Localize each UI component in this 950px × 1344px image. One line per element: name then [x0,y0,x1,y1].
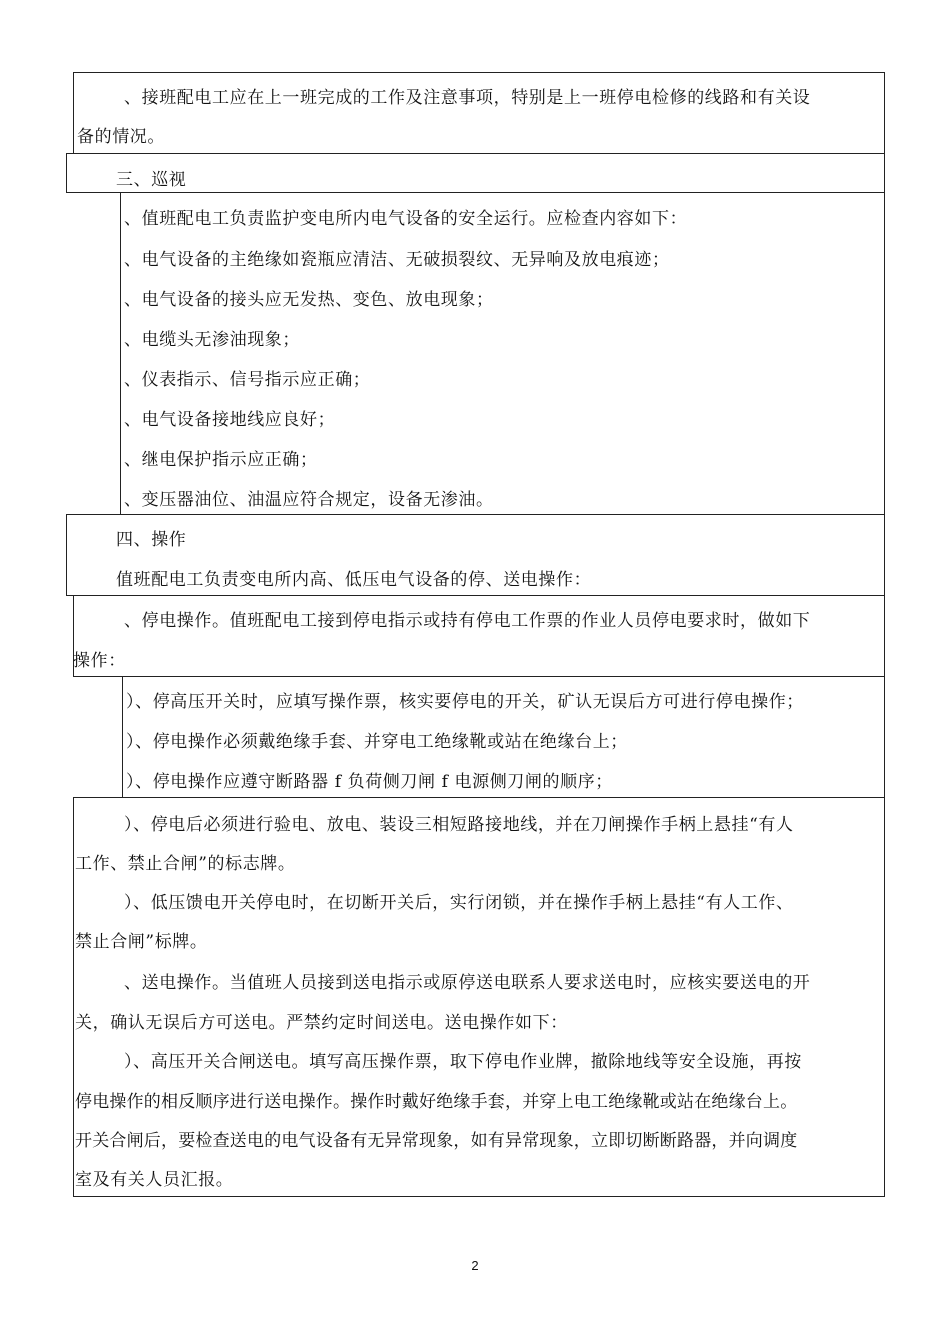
patrol-item: 、变压器油位、油温应符合规定，设备无渗油。 [124,490,494,510]
detail-line: 室及有关人员汇报。 [75,1170,234,1190]
power-off-text-line-1: 、停电操作。值班配电工接到停电指示或持有停电工作票的作业人员停电要求时，做如下 [124,611,811,631]
power-off-step: ）、停高压开关时，应填写操作票，核实要停电的开关，矿认无误后方可进行停电操作； [126,692,804,712]
handover-text-line-1: 、接班配电工应在上一班完成的工作及注意事项，特别是上一班停电检修的线路和有关设 [124,88,811,108]
operation-heading: 四、操作 [116,530,187,550]
handover-text-line-2: 备的情况。 [77,127,165,147]
patrol-item: 、电气设备接地线应良好； [124,410,336,430]
detail-line: 关，确认无误后方可送电。严禁约定时间送电。送电操作如下： [75,1013,568,1033]
power-off-step: ）、停电操作必须戴绝缘手套、并穿电工绝缘靴或站在绝缘台上； [126,732,628,752]
patrol-item: 、电气设备的主绝缘如瓷瓶应清洁、无破损裂纹、无异响及放电痕迹； [124,250,670,270]
patrol-item: 、电气设备的接头应无发热、变色、放电现象； [124,290,494,310]
handover-box [73,72,885,154]
patrol-item: 、值班配电工负责监护变电所内电气设备的安全运行。应检查内容如下： [124,209,688,229]
patrol-item: 、继电保护指示应正确； [124,450,318,470]
patrol-item: 、仪表指示、信号指示应正确； [124,370,371,390]
patrol-item: 、电缆头无渗油现象； [124,330,300,350]
detail-line: 禁止合闸”标牌。 [75,932,208,952]
detail-line: 停电操作的相反顺序进行送电操作。操作时戴好绝缘手套，并穿上电工绝缘靴或站在绝缘台上。 [75,1092,798,1112]
detail-line: 、送电操作。当值班人员接到送电指示或原停送电联系人要求送电时，应核实要送电的开 [124,973,811,993]
power-off-step: ）、停电操作应遵守断路器 f 负荷侧刀闸 f 电源侧刀闸的顺序； [126,772,613,792]
detail-line: 工作、禁止合闸”的标志牌。 [75,854,296,874]
detail-line: ）、停电后必须进行验电、放电、装设三相短路接地线，并在刀闸操作手柄上悬挂“有人 [124,815,794,835]
detail-line: ）、高压开关合闸送电。填写高压操作票，取下停电作业牌，撤除地线等安全设施，再按 [124,1052,802,1072]
patrol-heading-box [66,153,885,193]
power-off-text-line-2: 操作： [73,651,126,671]
operation-intro: 值班配电工负责变电所内高、低压电气设备的停、送电操作： [116,570,592,590]
detail-line: 开关合闸后，要检查送电的电气设备有无异常现象，如有异常现象，立即切断断路器，并向调度 [75,1131,798,1151]
power-off-box [73,595,885,677]
detail-line: ）、低压馈电开关停电时，在切断开关后，实行闭锁，并在操作手柄上悬挂“有人工作、 [124,893,794,913]
page-number: 2 [471,1258,479,1273]
patrol-heading: 三、巡视 [116,170,187,190]
